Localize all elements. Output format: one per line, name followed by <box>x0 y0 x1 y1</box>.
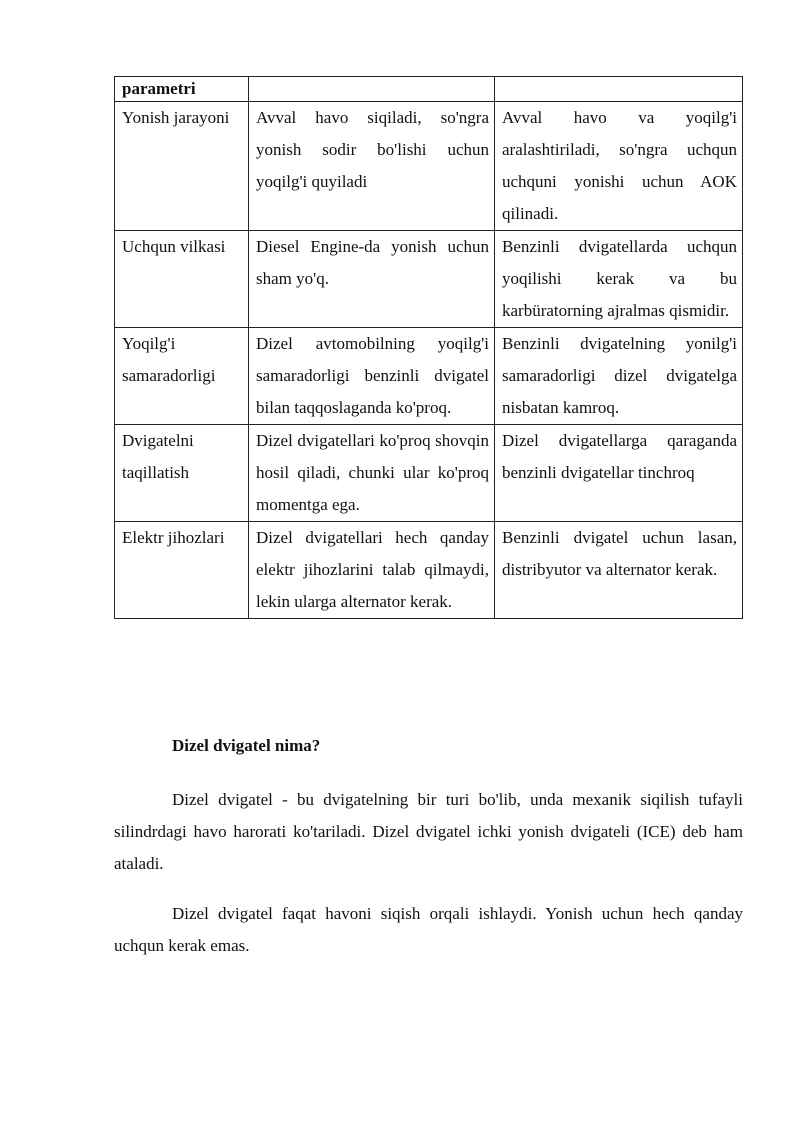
table-row <box>115 102 743 231</box>
row-parameter-cell: Uchqun vilkasi <box>115 231 249 328</box>
body-paragraph: Dizel dvigatel - bu dvigatelning bir turi bo'lib, unda mexanik siqilish tufayli silindrdagi havo harorati ko'tariladi. Dizel dvigatel ichki yonish dvigateli (ICE) deb ham ataladi. <box>114 790 743 873</box>
table-row <box>115 522 743 619</box>
body-paragraph: Dizel dvigatel faqat havoni siqish orqali ishlaydi. Yonish uchun hech qanday uchqun kerak emas. <box>114 904 743 955</box>
row-petrol-cell: Dizel dvigatellarga qaraganda benzinli dvigatellar tinchroq <box>495 425 743 522</box>
row-diesel-cell: Dizel dvigatellari ko'proq shovqin hosil qiladi, chunki ular ko'proq momentga ega. <box>249 425 495 522</box>
row-parameter-cell: Dvigatelni taqillatish <box>115 425 249 522</box>
row-diesel-cell: Dizel dvigatellari hech qanday elektr jihozlarini talab qilmaydi, lekin ularga alternator kerak. <box>249 522 495 619</box>
row-parameter-cell: Elektr jihozlari <box>115 522 249 619</box>
table-row <box>115 328 743 425</box>
body-paragraph-block <box>114 784 743 880</box>
table-row <box>115 231 743 328</box>
row-parameter-cell: Yonish jarayoni <box>115 102 249 231</box>
row-diesel-cell: Diesel Engine-da yonish uchun sham yo'q. <box>249 231 495 328</box>
table-row <box>115 425 743 522</box>
row-diesel-cell: Dizel avtomobilning yoqilg'i samaradorligi benzinli dvigatel bilan taqqoslaganda ko'proq. <box>249 328 495 425</box>
section-heading: Dizel dvigatel nima? <box>172 736 321 755</box>
header-cell-petrol <box>495 77 743 102</box>
row-parameter-cell: Yoqilg'i samaradorligi <box>115 328 249 425</box>
row-petrol-cell: Benzinli dvigatellarda uchqun yoqilishi kerak va bu karbüratorning ajralmas qismidir. <box>495 231 743 328</box>
row-petrol-cell: Avval havo va yoqilg'i aralashtiriladi, so'ngra uchqun uchquni yonishi uchun AOK qilinadi. <box>495 102 743 231</box>
table-header-row <box>115 77 743 102</box>
comparison-table <box>114 76 743 619</box>
body-paragraph-block <box>114 898 743 962</box>
header-cell-diesel <box>249 77 495 102</box>
header-cell-parameter: parametri <box>115 77 249 102</box>
row-petrol-cell: Benzinli dvigatelning yonilg'i samaradorligi dizel dvigatelga nisbatan kamroq. <box>495 328 743 425</box>
row-diesel-cell: Avval havo siqiladi, so'ngra yonish sodir bo'lishi uchun yoqilg'i quyiladi <box>249 102 495 231</box>
row-petrol-cell: Benzinli dvigatel uchun lasan, distribyutor va alternator kerak. <box>495 522 743 619</box>
